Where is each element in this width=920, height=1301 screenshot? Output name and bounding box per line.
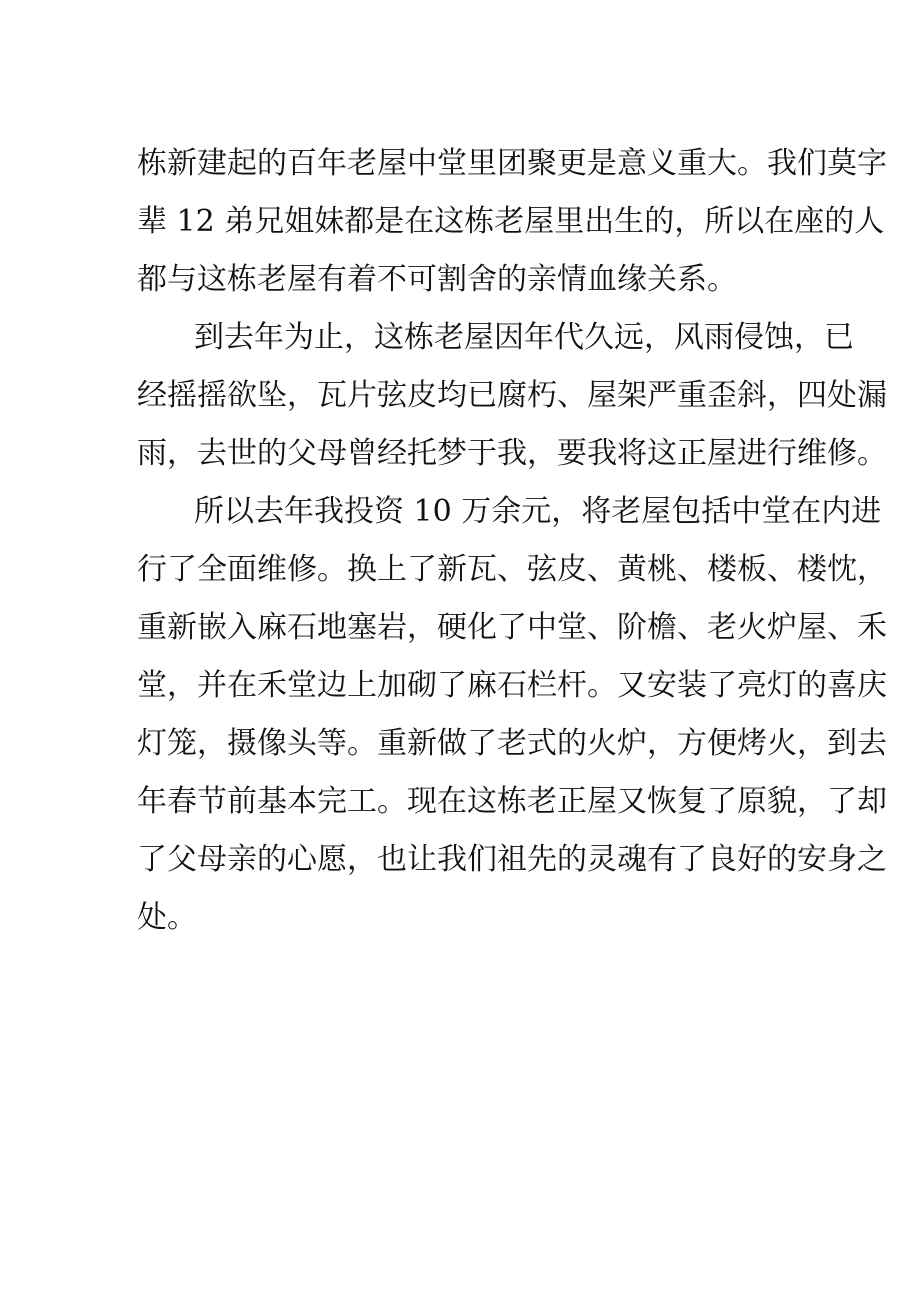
text-line: 辈 12 弟兄姐妹都是在这栋老屋里出生的，所以在座的人: [137, 204, 885, 239]
paragraph-first-line: 到去年为止，这栋老屋因年代久远，风雨侵蚀，已: [194, 320, 854, 355]
paragraph-first-line: 所以去年我投资 10 万余元，将老屋包括中堂在内进: [194, 494, 882, 529]
text-line: 栋新建起的百年老屋中堂里团聚更是意义重大。我们莫字: [137, 146, 887, 181]
body-text: [137, 135, 887, 947]
text-line: 行了全面维修。换上了新瓦、弦皮、黄桃、楼板、楼忱，: [137, 552, 887, 587]
text-line: 处。: [137, 900, 197, 935]
text-line: 灯笼，摄像头等。重新做了老式的火炉，方便烤火，到去: [137, 726, 887, 761]
text-line: 堂，并在禾堂边上加砌了麻石栏杆。又安装了亮灯的喜庆: [137, 668, 887, 703]
text-line: 重新嵌入麻石地塞岩，硬化了中堂、阶檐、老火炉屋、禾: [137, 610, 887, 645]
text-line: 了父母亲的心愿，也让我们祖先的灵魂有了良好的安身之: [137, 842, 887, 877]
text-line: 都与这栋老屋有着不可割舍的亲情血缘关系。: [137, 262, 737, 297]
text-line: 年春节前基本完工。现在这栋老正屋又恢复了原貌，了却: [137, 784, 887, 819]
text-line: 雨，去世的父母曾经托梦于我，要我将这正屋进行维修。: [137, 436, 887, 471]
text-line: 经摇摇欲坠，瓦片弦皮均已腐朽、屋架严重歪斜，四处漏: [137, 378, 887, 413]
